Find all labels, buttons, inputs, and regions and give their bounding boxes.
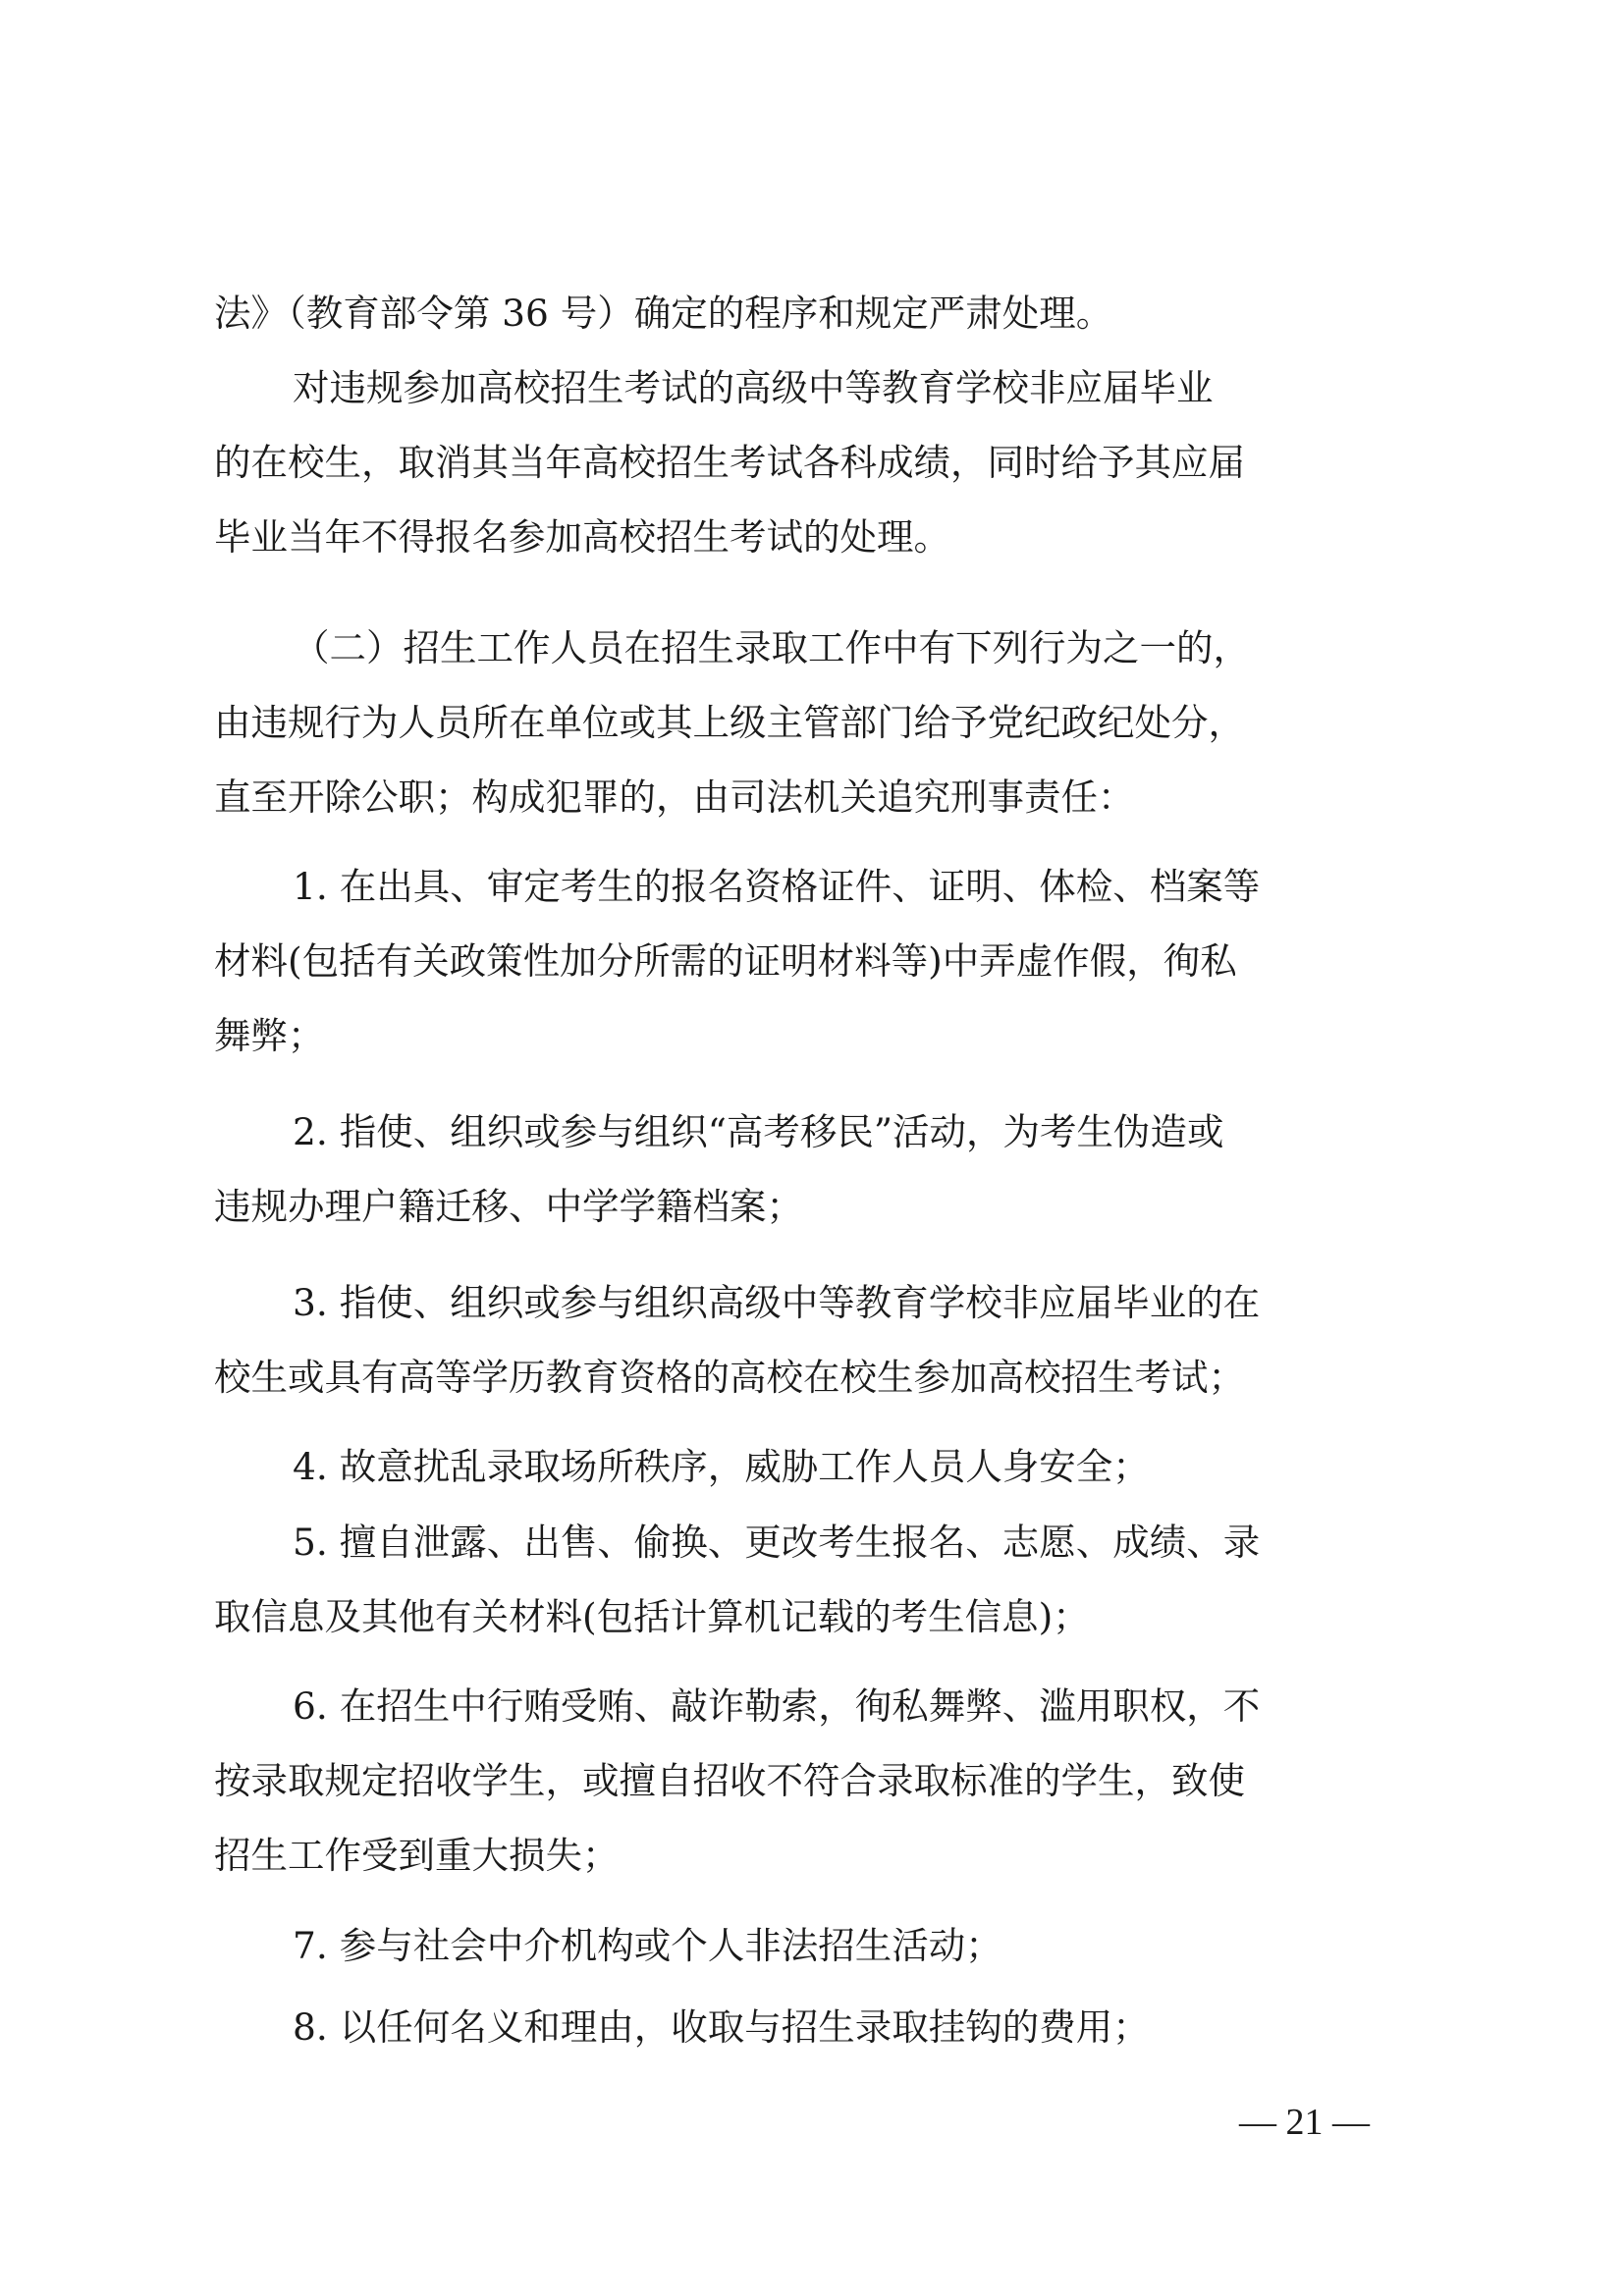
text-line-5: （二）招生工作人员在招生录取工作中有下列行为之一的， — [293, 626, 1250, 669]
text-line-9: 材料(包括有关政策性加分所需的证明材料等)中弄虚作假，徇私 — [214, 939, 1237, 983]
text-line-10: 舞弊； — [214, 1014, 325, 1057]
text-line-11: 2. 指使、组织或参与组织“高考移民”活动，为考生伪造或 — [293, 1110, 1224, 1153]
text-line-1: 法》（教育部令第 36 号）确定的程序和规定严肃处理。 — [214, 292, 1113, 335]
text-line-18: 6. 在招生中行贿受贿、敲诈勒索，徇私舞弊、滥用职权，不 — [293, 1684, 1261, 1728]
text-line-7: 直至开除公职；构成犯罪的，由司法机关追究刑事责任： — [214, 775, 1135, 819]
page-number: — 21 — — [1239, 2102, 1370, 2143]
text-line-4: 毕业当年不得报名参加高校招生考试的处理。 — [214, 515, 950, 559]
text-line-20: 招生工作受到重大损失； — [214, 1834, 620, 1877]
text-line-13: 3. 指使、组织或参与组织高级中等教育学校非应届毕业的在 — [293, 1281, 1261, 1324]
text-line-22: 8. 以任何名义和理由，收取与招生录取挂钩的费用； — [293, 2005, 1150, 2049]
text-line-19: 按录取规定招收学生，或擅自招收不符合录取标准的学生，致使 — [214, 1759, 1245, 1802]
text-line-8: 1. 在出具、审定考生的报名资格证件、证明、体检、档案等 — [293, 865, 1261, 908]
text-line-16: 5. 擅自泄露、出售、偷换、更改考生报名、志愿、成绩、录 — [293, 1521, 1261, 1564]
text-line-2: 对违规参加高校招生考试的高级中等教育学校非应届毕业 — [293, 366, 1214, 409]
text-line-17: 取信息及其他有关材料(包括计算机记载的考生信息)； — [214, 1595, 1090, 1638]
text-line-14: 校生或具有高等学历教育资格的高校在校生参加高校招生考试； — [214, 1356, 1245, 1399]
text-line-6: 由违规行为人员所在单位或其上级主管部门给予党纪政纪处分， — [214, 701, 1245, 744]
text-line-15: 4. 故意扰乱录取场所秩序，威胁工作人员人身安全； — [293, 1445, 1150, 1488]
text-line-12: 违规办理户籍迁移、中学学籍档案； — [214, 1185, 803, 1228]
text-line-3: 的在校生，取消其当年高校招生考试各科成绩，同时给予其应届 — [214, 441, 1245, 484]
text-line-21: 7. 参与社会中介机构或个人非法招生活动； — [293, 1924, 1002, 1967]
